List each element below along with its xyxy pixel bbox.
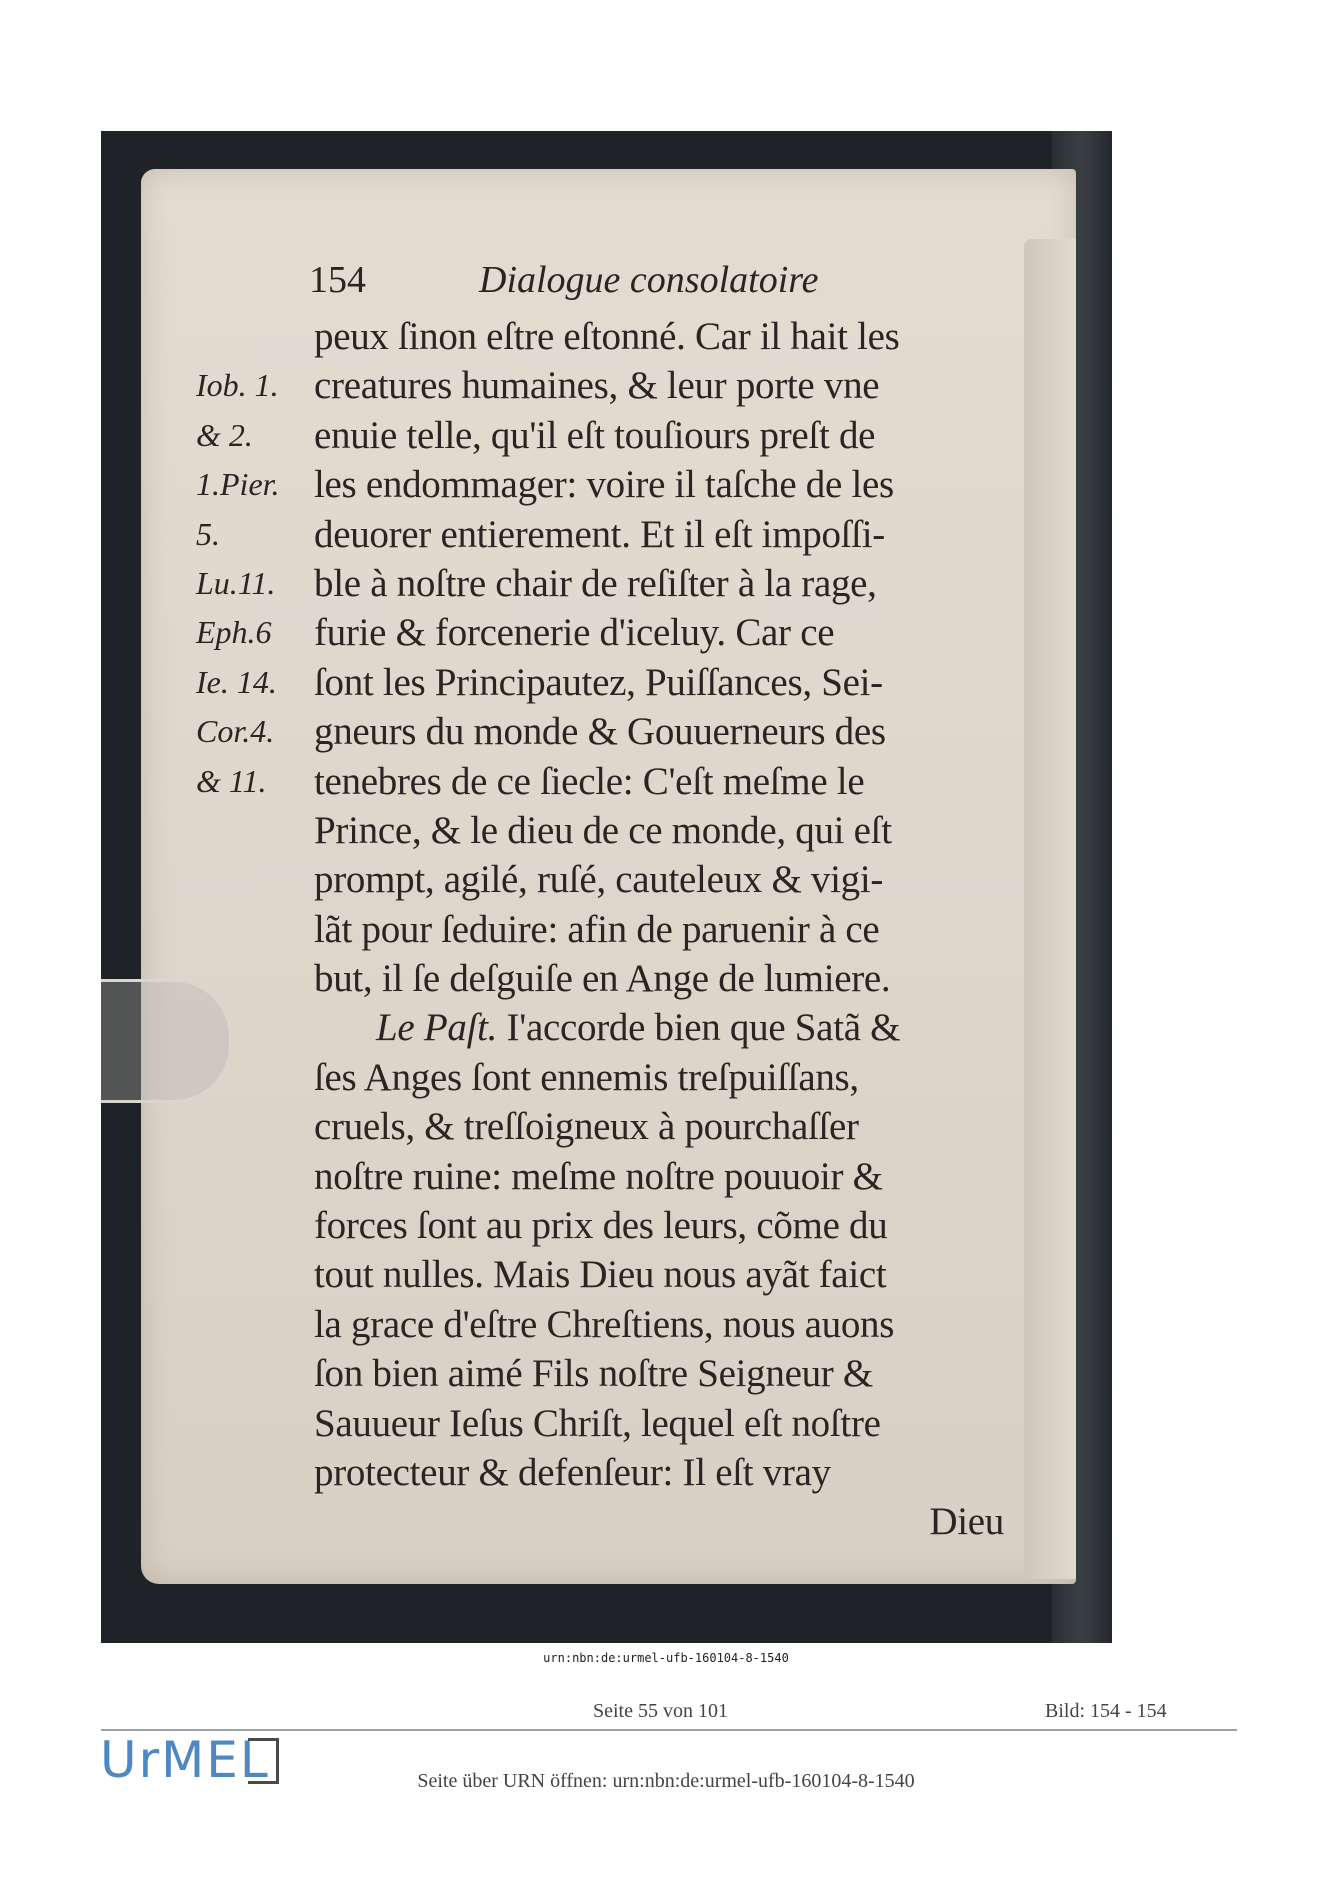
text-line: [314, 954, 1014, 1003]
text-line: [314, 1102, 1014, 1151]
text-line: [314, 707, 1014, 756]
text-line: [314, 460, 1014, 509]
margin-note: 1.Pier.: [196, 466, 280, 503]
text-line: [314, 312, 1014, 361]
line-text: la grace d'eſtre Chreſtiens, nous auons: [314, 1302, 895, 1346]
text-line: [314, 411, 1014, 460]
line-text: tout nulles. Mais Dieu nous ayãt faict: [314, 1253, 887, 1297]
text-line: [314, 608, 1014, 657]
line-text: protecteur & defenſeur: Il eſt vray: [314, 1450, 831, 1494]
speaker-label: Le Paſt.: [376, 1006, 498, 1050]
margin-note: [196, 312, 314, 361]
text-line: [314, 510, 1014, 559]
text-line: [314, 855, 1014, 904]
logo-text: UrMEL: [100, 1731, 270, 1789]
line-text: Dieu: [929, 1500, 1004, 1544]
line-text: ble à noſtre chair de reſiſter à la rage,: [314, 561, 877, 605]
text-line: [314, 1497, 1014, 1546]
line-text: ſes Anges ſont ennemis treſpuiſſans,: [314, 1055, 859, 1099]
page-header: [309, 258, 1009, 310]
text-line: [314, 1250, 1014, 1299]
margin-notes: [196, 312, 314, 806]
line-text: prompt, agilé, ruſé, cauteleux & vigi-: [314, 858, 884, 902]
margin-note: Lu.11.: [196, 564, 276, 601]
line-text: lãt pour ſeduire: afin de paruenir à ce: [314, 907, 880, 951]
text-line: [314, 1349, 1014, 1398]
margin-note: Cor.4.: [196, 713, 275, 750]
facing-page-edge: [1024, 239, 1076, 1579]
line-text: ſont les Principautez, Puiſſances, Sei-: [314, 660, 883, 704]
line-text: tenebres de ce ſiecle: C'eſt meſme le: [314, 759, 865, 803]
line-text: les endommager: voire il taſche de les: [314, 463, 894, 507]
text-line: [314, 1399, 1014, 1448]
line-text: deuorer entierement. Et il eſt impoſſi-: [314, 512, 885, 556]
margin-note: 5.: [196, 515, 220, 552]
line-text: peux ſinon eſtre eſtonné. Car il hait les: [314, 315, 900, 358]
text-line: [314, 1152, 1014, 1201]
text-line: [314, 905, 1014, 954]
page-number: 154: [309, 259, 366, 301]
margin-note: & 11.: [196, 762, 267, 799]
running-title: Dialogue consolatoire: [479, 259, 819, 301]
line-text: enuie telle, qu'il eſt touſiours preſt de: [314, 413, 876, 457]
text-line: [314, 1448, 1014, 1497]
text-line: [314, 757, 1014, 806]
text-line: [314, 361, 1014, 410]
page-counter: Seite 55 von 101: [593, 1700, 728, 1722]
line-text: furie & forcenerie d'iceluy. Car ce: [314, 611, 835, 655]
text-line: [314, 1003, 1014, 1052]
line-text: Prince, & le dieu de ce monde, qui eſt: [314, 808, 892, 852]
text-line: [314, 658, 1014, 707]
line-text: cruels, & treſſoigneux à pourchaſſer: [314, 1105, 859, 1149]
line-text: Sauueur Ieſus Chriſt, lequel eſt noſtre: [314, 1401, 881, 1445]
text-line: [314, 1053, 1014, 1102]
margin-note: & 2.: [196, 416, 253, 453]
text-line: [314, 806, 1014, 855]
line-text: I'accorde bien que Satã &: [497, 1006, 901, 1050]
text-line: [314, 1300, 1014, 1349]
margin-note: Iob. 1.: [196, 367, 279, 404]
line-text: ſon bien aimé Fils noſtre Seigneur &: [314, 1352, 873, 1396]
line-text: noſtre ruine: meſme noſtre pouuoir &: [314, 1154, 883, 1198]
body-text: [314, 312, 1014, 1547]
footer-divider: [101, 1729, 1237, 1731]
margin-note: Eph.6: [196, 614, 272, 651]
page-clip: [101, 979, 232, 1103]
open-urn-link[interactable]: Seite über URN öffnen: urn:nbn:de:urmel-ufb-160104-8-1540: [417, 1770, 915, 1792]
text-line: [314, 559, 1014, 608]
margin-note: Ie. 14.: [196, 663, 277, 700]
line-text: but, il ſe deſguiſe en Ange de lumiere.: [314, 957, 891, 1001]
text-line: [314, 1201, 1014, 1250]
line-text: forces ſont au prix des leurs, cõme du: [314, 1204, 888, 1248]
small-urn: urn:nbn:de:urmel-ufb-160104-8-1540: [543, 1651, 789, 1665]
line-text: creatures humaines, & leur porte vne: [314, 364, 880, 408]
image-counter: Bild: 154 - 154: [1045, 1700, 1167, 1722]
line-text: gneurs du monde & Gouuerneurs des: [314, 710, 886, 754]
